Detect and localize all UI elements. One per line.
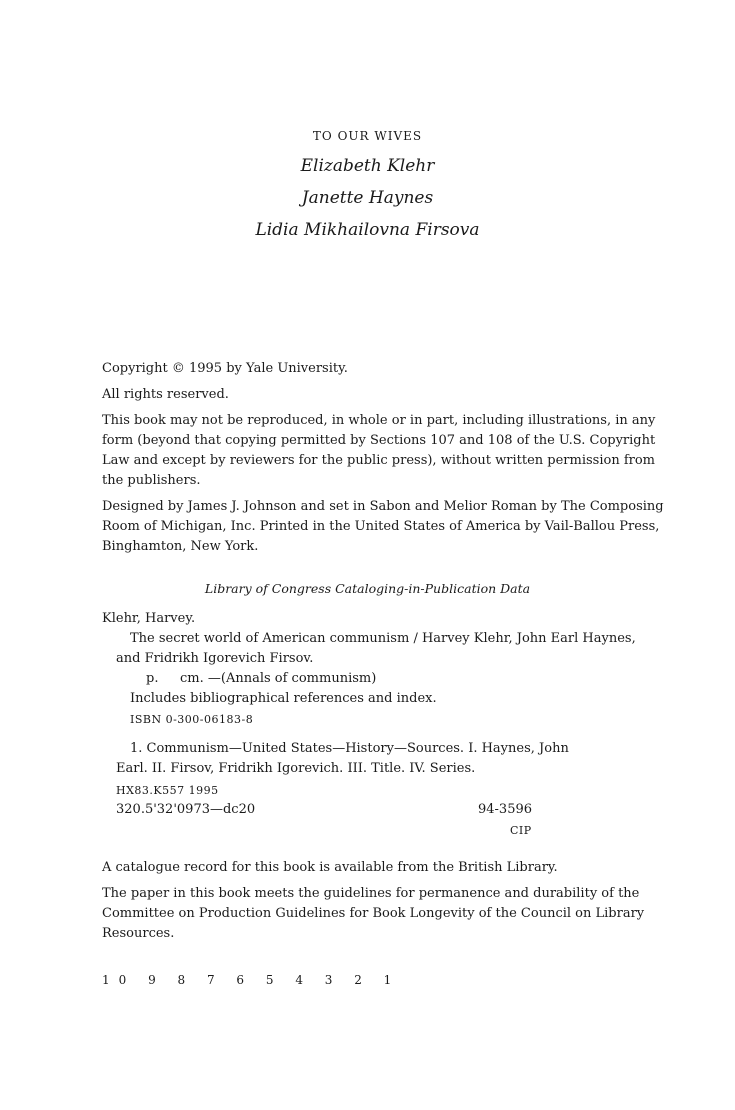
printing-line: 10 9 8 7 6 5 4 3 2 1 [102, 973, 401, 987]
cip-subjects-line-1: 1. Communism—United States—History—Sources. I. Haynes, John [130, 741, 569, 756]
dedication-name-2: Janette Haynes [301, 188, 434, 208]
reproduction-line-3: Law and except by reviewers for the public press), without written permission from [102, 453, 656, 468]
cip-label: CIP [510, 824, 532, 837]
cip-lccn: 94-3596 [478, 802, 533, 817]
paper-line-3: Resources. [102, 926, 175, 941]
cip-isbn: ISBN 0-300-06183-8 [130, 713, 254, 726]
cip-title-line-1: The secret world of American communism / Harvey Klehr, John Earl Haynes, [130, 631, 636, 646]
cip-series-cm: cm. —(Annals of communism) [180, 671, 377, 686]
design-line-2: Room of Michigan, Inc. Printed in the United States of America by Vail-Ballou Press, [102, 519, 660, 534]
dedication-name-3: Lidia Mikhailovna Firsova [255, 220, 480, 240]
cip-title-line-2: and Fridrikh Igorevich Firsov. [116, 651, 314, 666]
dedication-heading: TO OUR WIVES [312, 129, 423, 143]
design-line-3: Binghamton, New York. [102, 539, 259, 554]
paper-line-2: Committee on Production Guidelines for Book Longevity of the Council on Library [102, 906, 645, 921]
cip-lc-class: HX83.K557 1995 [116, 784, 219, 797]
cip-series-p: p. [146, 671, 159, 686]
british-library-notice: A catalogue record for this book is available from the British Library. [102, 860, 558, 875]
reproduction-line-1: This book may not be reproduced, in whole or in part, including illustrations, in any [102, 413, 656, 428]
cip-heading: Library of Congress Cataloging-in-Publication Data [204, 581, 531, 596]
rights-reserved: All rights reserved. [102, 387, 229, 402]
paper-line-1: The paper in this book meets the guidelines for permanence and durability of the [102, 886, 640, 901]
design-line-1: Designed by James J. Johnson and set in Sabon and Melior Roman by The Composing [102, 499, 664, 514]
cip-includes: Includes bibliographical references and index. [130, 691, 437, 706]
copyright-line: Copyright © 1995 by Yale University. [102, 361, 348, 376]
reproduction-line-2: form (beyond that copying permitted by Sections 107 and 108 of the U.S. Copyright [102, 433, 656, 448]
cip-subjects-line-2: Earl. II. Firsov, Fridrikh Igorevich. III. Title. IV. Series. [116, 761, 476, 776]
design-credit [102, 497, 664, 557]
dedication-name-1: Elizabeth Klehr [300, 156, 435, 176]
cip-dewey: 320.5'32'0973—dc20 [116, 802, 256, 817]
paper-notice [102, 884, 645, 944]
reproduction-notice [102, 411, 656, 491]
reproduction-line-4: the publishers. [102, 473, 201, 488]
cip-author: Klehr, Harvey. [102, 611, 196, 626]
